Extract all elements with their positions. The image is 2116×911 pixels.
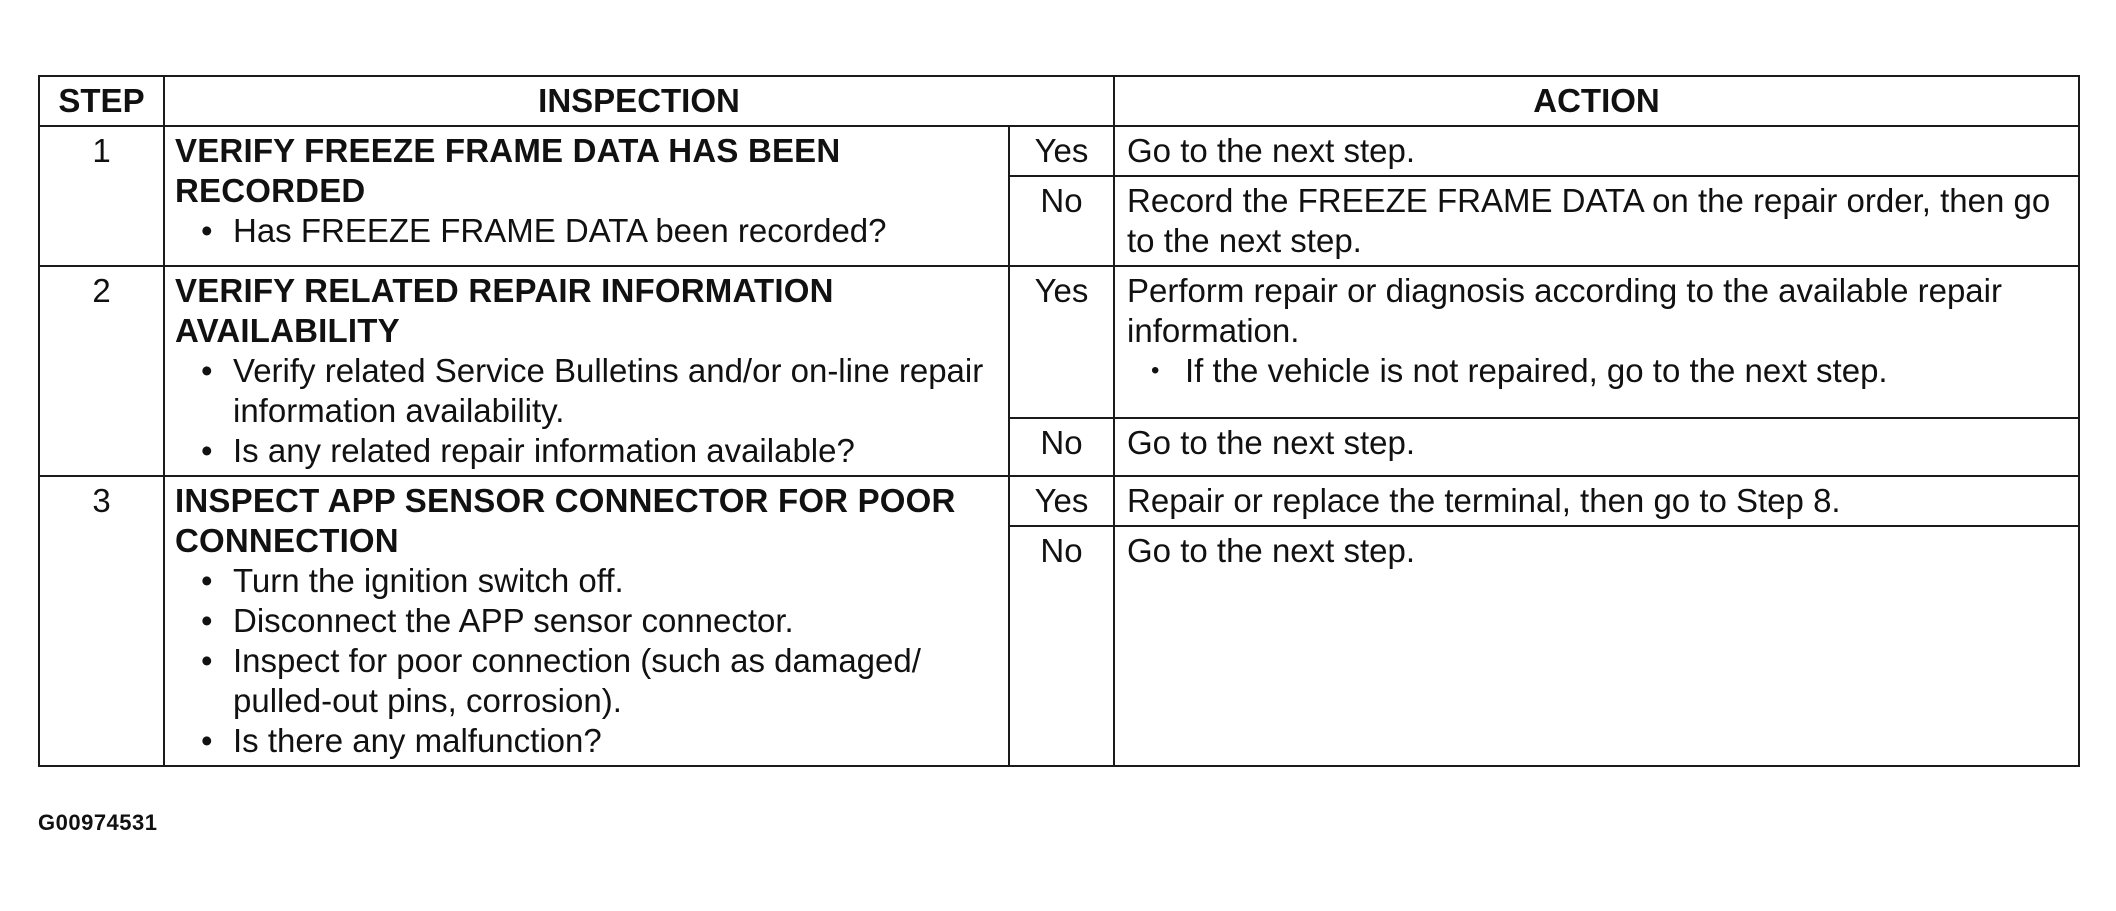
bullet-item: • Is there any malfunction?: [175, 721, 1000, 761]
yes-label: Yes: [1009, 266, 1114, 418]
step-number: 1: [39, 126, 164, 266]
header-row: [39, 76, 2079, 126]
no-action: Go to the next step.: [1114, 526, 2079, 766]
bullet-item: • Turn the ignition switch off.: [175, 561, 1000, 601]
header-action: ACTION: [1114, 76, 2079, 126]
bullet-item: • If the vehicle is not repaired, go to the next step.: [1127, 351, 2068, 391]
no-label: No: [1009, 418, 1114, 476]
figure-id: G00974531: [38, 810, 158, 835]
no-label: No: [1009, 526, 1114, 766]
yes-action-bullets: [1127, 351, 2068, 391]
yes-action-cell: [1114, 266, 2079, 418]
bullet-item: • Verify related Service Bulletins and/or on-line repair information availability.: [175, 351, 1000, 431]
diagnostic-table: [38, 75, 2080, 767]
bullet-item: • Inspect for poor connection (such as damaged/ pulled-out pins, corrosion).: [175, 641, 1000, 721]
yes-action: Go to the next step.: [1114, 126, 2079, 176]
step-2-yes-row: [39, 266, 2079, 418]
step-number: 3: [39, 476, 164, 766]
yes-label: Yes: [1009, 476, 1114, 526]
step-bullets: [175, 561, 1000, 761]
step-number: 2: [39, 266, 164, 476]
step-bullets: [175, 211, 1000, 251]
no-action: Record the FREEZE FRAME DATA on the repair order, then go to the next step.: [1114, 176, 2079, 266]
step-title: INSPECT APP SENSOR CONNECTOR FOR POOR CONNECTION: [175, 482, 956, 559]
step-bullets: [175, 351, 1000, 471]
no-label: No: [1009, 176, 1114, 266]
header-inspection: INSPECTION: [164, 76, 1114, 126]
step-title: VERIFY RELATED REPAIR INFORMATION AVAILABILITY: [175, 272, 834, 349]
no-action: Go to the next step.: [1114, 418, 2079, 476]
step-3-yes-row: [39, 476, 2079, 526]
yes-action: Perform repair or diagnosis according to the available repair information.: [1127, 272, 2002, 349]
yes-label: Yes: [1009, 126, 1114, 176]
bullet-item: • Is any related repair information available?: [175, 431, 1000, 471]
yes-action: Repair or replace the terminal, then go to Step 8.: [1114, 476, 2079, 526]
step-1-yes-row: [39, 126, 2079, 176]
step-inspection: [164, 266, 1009, 476]
step-inspection: [164, 126, 1009, 266]
step-title: VERIFY FREEZE FRAME DATA HAS BEEN RECORDED: [175, 132, 841, 209]
step-inspection: [164, 476, 1009, 766]
bullet-item: • Has FREEZE FRAME DATA been recorded?: [175, 211, 1000, 251]
header-step: STEP: [39, 76, 164, 126]
bullet-item: • Disconnect the APP sensor connector.: [175, 601, 1000, 641]
